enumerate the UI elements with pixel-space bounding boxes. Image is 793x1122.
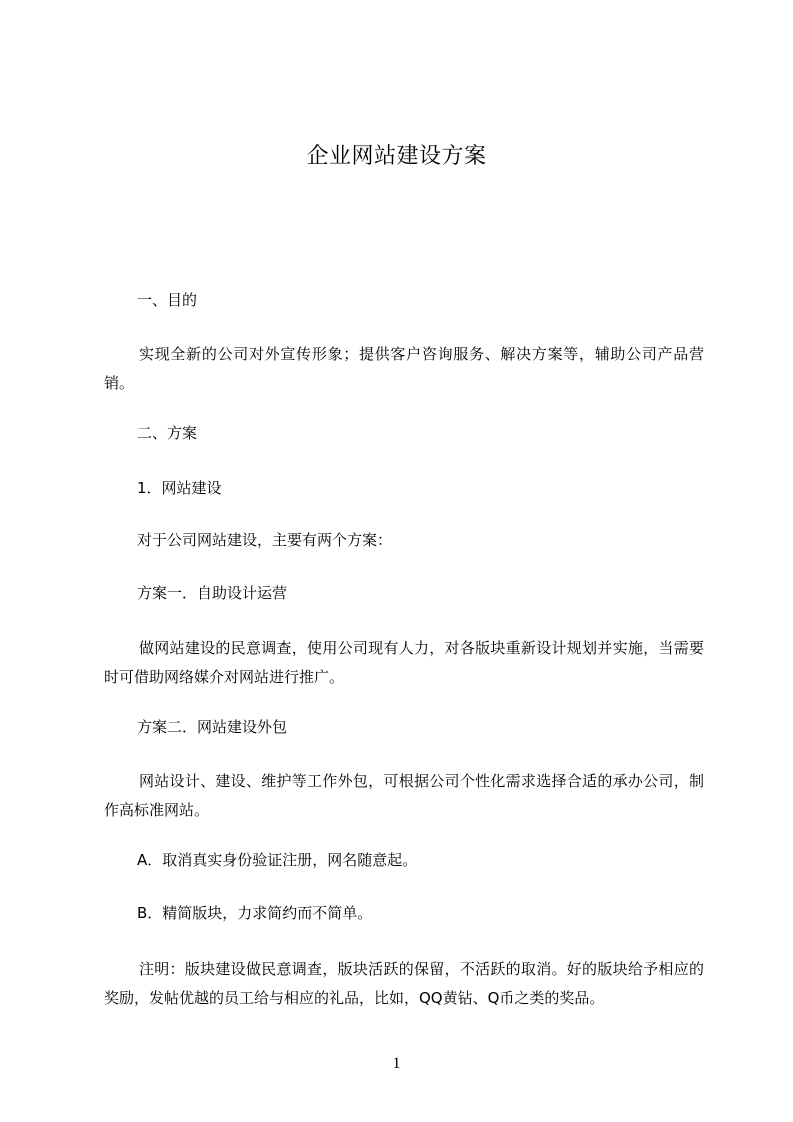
section-heading-purpose: 一、目的	[137, 291, 198, 309]
option-two-paragraph: 网站设计、建设、维护等工作外包，可根据公司个性化需求选择合适的承办公司，制作高标准网站。	[104, 772, 704, 819]
option-one-heading: 方案一．自助设计运营	[137, 584, 288, 602]
purpose-paragraph: 实现全新的公司对外宣传形象；提供客户咨询服务、解决方案等，辅助公司产品营销。	[104, 345, 704, 392]
page-number: 1	[392, 1055, 401, 1072]
point-a-text: A．取消真实身份验证注册，网名随意起。	[137, 851, 418, 869]
point-b-text: B．精简版块，力求简约而不简单。	[137, 904, 373, 922]
note-paragraph: 注明：版块建设做民意调查，版块活跃的保留，不活跃的取消。好的版块给予相应的奖励，发帖优越的员工给与相应的礼品，比如，QQ黄钻、Q币之类的奖品。	[104, 960, 704, 1007]
website-intro-text: 对于公司网站建设，主要有两个方案：	[137, 531, 393, 549]
option-one-paragraph: 做网站建设的民意调查，使用公司现有人力，对各版块重新设计规划并实施，当需要时可借助网络媒介对网站进行推广。	[104, 639, 704, 686]
option-two-heading: 方案二．网站建设外包	[137, 718, 288, 736]
subsection-heading-website: 1．网站建设	[137, 479, 222, 497]
document-title: 企业网站建设方案	[306, 144, 487, 169]
section-heading-plan: 二、方案	[137, 424, 198, 442]
